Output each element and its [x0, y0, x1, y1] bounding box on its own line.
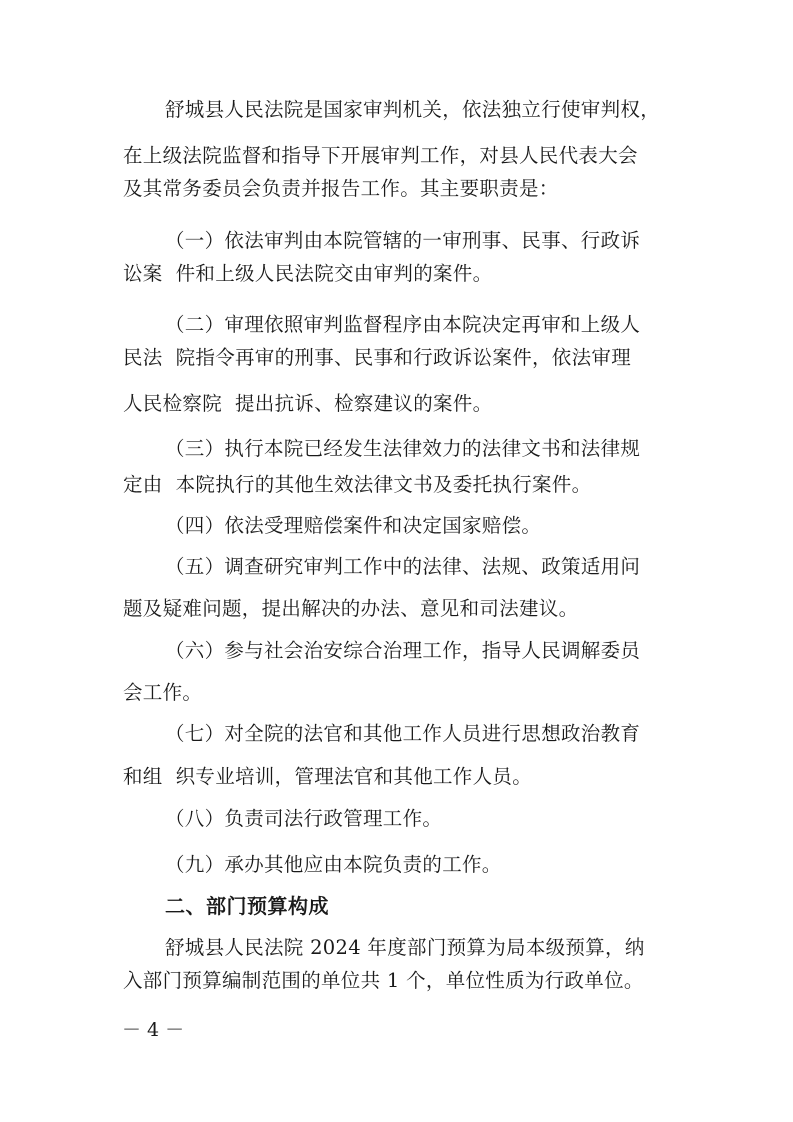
duty-3-line-2: 定由 本院执行的其他生效法律文书及委托执行案件。: [123, 473, 592, 496]
duty-4-line-1: （四）依法受理赔偿案件和决定国家赔偿。: [165, 514, 542, 537]
duty-6-line-2: 会工作。: [123, 681, 203, 704]
duty-3-line-1: （三）执行本院已经发生法律效力的法律文书和法律规: [165, 437, 641, 460]
duty-5-line-2: 题及疑难问题，提出解决的办法、意见和司法建议。: [123, 597, 579, 620]
duty-7-line-2: 和组 织专业培训，管理法官和其他工作人员。: [123, 765, 532, 788]
duty-2-line-2: 民法 院指令再审的刑事、民事和行政诉讼案件，依法审理: [123, 346, 631, 369]
duty-6-line-1: （六）参与社会治安综合治理工作，指导人民调解委员: [165, 639, 641, 662]
intro-line-3: 及其常务委员会负责并报告工作。其主要职责是：: [123, 177, 559, 200]
intro-line-2: 在上级法院监督和指导下开展审判工作，对县人民代表大会: [123, 144, 638, 167]
section-2-line-1: 舒城县人民法院 2024 年度部门预算为局本级预算，纳: [165, 936, 645, 959]
duty-1-line-1: （一）依法审判由本院管辖的一审刑事、民事、行政诉: [165, 229, 641, 252]
duty-9-line-1: （九）承办其他应由本院负责的工作。: [165, 853, 502, 876]
intro-line-1: 舒城县人民法院是国家审判机关，依法独立行使审判权，: [165, 98, 661, 121]
page-number: － 4 －: [122, 1019, 185, 1041]
duty-8-line-1: （八）负责司法行政管理工作。: [165, 807, 443, 830]
section-2-heading: 二、部门预算构成: [165, 894, 329, 918]
duty-7-line-1: （七）对全院的法官和其他工作人员进行思想政治教育: [165, 722, 641, 745]
section-2-line-2: 入部门预算编制范围的单位共 1 个，单位性质为行政单位。: [123, 969, 644, 992]
duty-2-line-1: （二）审理依照审判监督程序由本院决定再审和上级人: [165, 313, 641, 336]
duty-5-line-1: （五）调查研究审判工作中的法律、法规、政策适用问: [165, 555, 641, 578]
duty-1-line-2: 讼案 件和上级人民法院交由审判的案件。: [123, 262, 493, 285]
duty-2-line-3: 人民检察院 提出抗诉、检察建议的案件。: [123, 392, 493, 415]
